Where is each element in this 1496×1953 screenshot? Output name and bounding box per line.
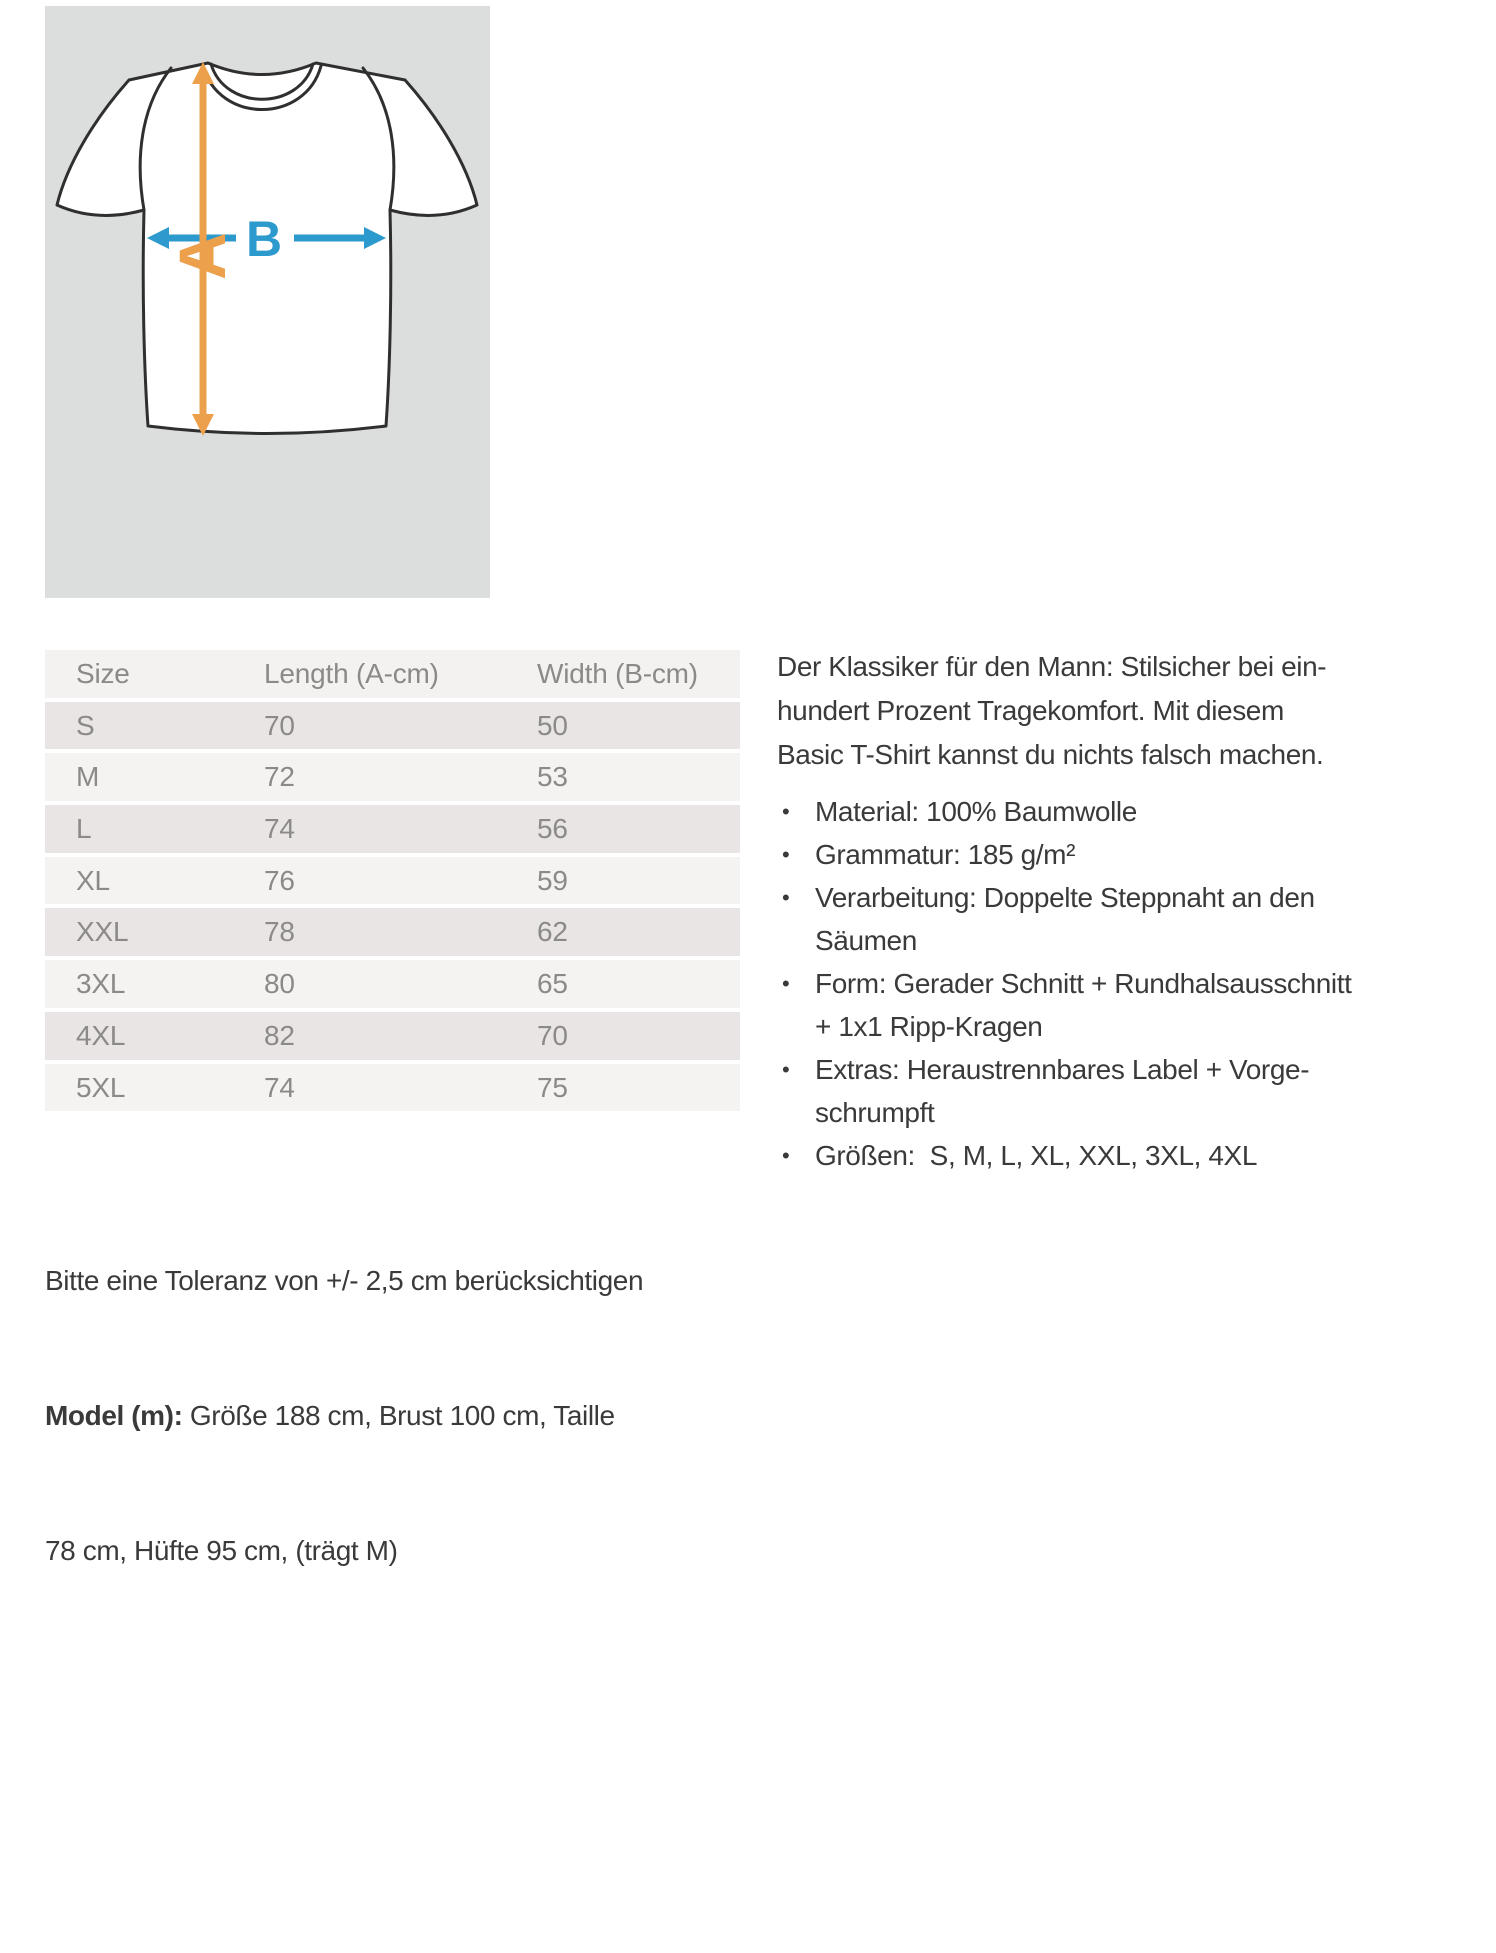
- feature-form-continued: + 1x1 Ripp-Kragen: [815, 1011, 1043, 1042]
- cell-length: 74: [264, 1071, 295, 1103]
- product-description: [777, 645, 1467, 1177]
- intro-line: Basic T-Shirt kannst du nichts falsch machen.: [777, 739, 1324, 770]
- table-row: [45, 702, 740, 754]
- feature-sizes: Größen: S, M, L, XL, XXL, 3XL, 4XL: [815, 1140, 1257, 1171]
- cell-width: 75: [537, 1071, 568, 1103]
- cell-size: L: [76, 813, 92, 845]
- cell-length: 70: [264, 709, 295, 741]
- feature-workmanship-continued: Säumen: [815, 925, 917, 956]
- feature-form: Form: Gerader Schnitt + Rundhalsausschnitt: [815, 968, 1352, 999]
- cell-size: 3XL: [76, 968, 126, 1000]
- table-row: [45, 960, 740, 1012]
- list-item: [777, 833, 1467, 876]
- feature-workmanship: Verarbeitung: Doppelte Steppnaht an den: [815, 882, 1315, 913]
- column-header-size: Size: [76, 658, 130, 689]
- bullet-icon: •: [782, 799, 790, 824]
- cell-size: M: [76, 761, 100, 793]
- length-label: A: [165, 232, 239, 280]
- tolerance-note: [45, 1168, 643, 1618]
- cell-length: 74: [264, 813, 295, 845]
- cell-size: S: [76, 709, 95, 741]
- tshirt-diagram-svg: [45, 6, 490, 598]
- size-table-header-row: [45, 650, 740, 702]
- cell-size: 4XL: [76, 1019, 126, 1051]
- cell-length: 76: [264, 864, 295, 896]
- cell-width: 53: [537, 761, 568, 793]
- cell-size: XXL: [76, 916, 129, 948]
- table-row: [45, 753, 740, 805]
- tolerance-line: Bitte eine Toleranz von +/- 2,5 cm berücksichtigen: [45, 1265, 644, 1296]
- cell-length: 72: [264, 761, 295, 793]
- cell-length: 78: [264, 916, 295, 948]
- cell-length: 80: [264, 968, 295, 1000]
- cell-width: 70: [537, 1019, 568, 1051]
- feature-extras-continued: schrumpft: [815, 1097, 935, 1128]
- cell-width: 50: [537, 709, 568, 741]
- feature-grammage: Grammatur: 185 g/m²: [815, 839, 1076, 870]
- model-details: Größe 188 cm, Brust 100 cm, Taille: [182, 1400, 615, 1431]
- intro-line: Der Klassiker für den Mann: Stilsicher bei ein-: [777, 651, 1327, 682]
- table-row: [45, 857, 740, 909]
- feature-material: Material: 100% Baumwolle: [815, 796, 1137, 827]
- model-line: [45, 1393, 643, 1438]
- cell-length: 82: [264, 1019, 295, 1051]
- model-label: Model (m):: [45, 1400, 183, 1431]
- bullet-icon: •: [782, 1057, 790, 1082]
- cell-width: 62: [537, 916, 568, 948]
- feature-list: [777, 790, 1467, 1177]
- table-row: [45, 1064, 740, 1116]
- size-table: [45, 650, 740, 1115]
- cell-width: 56: [537, 813, 568, 845]
- cell-width: 59: [537, 864, 568, 896]
- cell-size: XL: [76, 864, 110, 896]
- column-header-width: Width (B-cm): [537, 658, 698, 689]
- model-line-continued: 78 cm, Hüfte 95 cm, (trägt M): [45, 1535, 398, 1566]
- description-intro: [777, 645, 1467, 777]
- bullet-icon: •: [782, 842, 790, 867]
- intro-line: hundert Prozent Tragekomfort. Mit diesem: [777, 695, 1284, 726]
- bullet-icon: •: [782, 885, 790, 910]
- table-row: [45, 805, 740, 857]
- feature-extras: Extras: Heraustrennbares Label + Vorge-: [815, 1054, 1310, 1085]
- table-row: [45, 1012, 740, 1064]
- size-diagram-panel: [45, 6, 490, 598]
- list-item: [777, 962, 1467, 1048]
- column-header-length: Length (A-cm): [264, 658, 439, 689]
- width-label: B: [245, 211, 283, 267]
- bullet-icon: •: [782, 971, 790, 996]
- list-item: [777, 1134, 1467, 1177]
- list-item: [777, 1048, 1467, 1134]
- list-item: [777, 790, 1467, 833]
- cell-size: 5XL: [76, 1071, 126, 1103]
- list-item: [777, 876, 1467, 962]
- cell-width: 65: [537, 968, 568, 1000]
- bullet-icon: •: [782, 1143, 790, 1168]
- table-row: [45, 908, 740, 960]
